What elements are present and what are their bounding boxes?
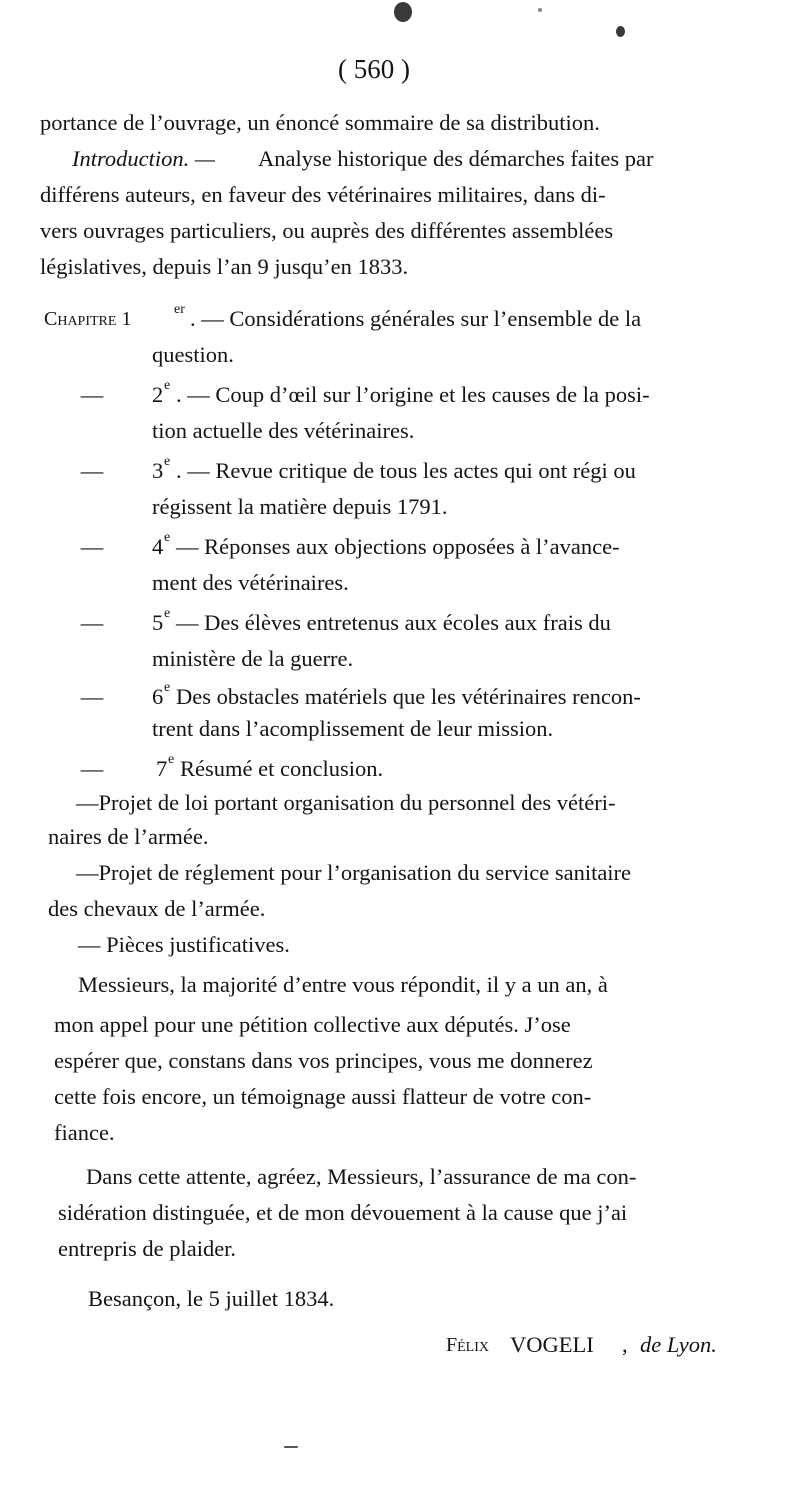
text-line: des chevaux de l’armée. — [48, 896, 266, 921]
text-line: ment des vétérinaires. — [152, 570, 349, 595]
project-entry: —Projet de loi portant organisation du personnel des vétéri- — [76, 790, 616, 815]
text-line: Dans cette attente, agréez, Messieurs, l’assurance de ma con- — [86, 1164, 637, 1189]
text-line: vers ouvrages particuliers, ou auprès des différentes assemblées — [40, 218, 614, 243]
chapter-entry: — 4 e — Réponses aux objections opposées à l’avance- — [0, 530, 800, 564]
project-entry: — Pièces justificatives. — [78, 932, 290, 957]
ditto-dash: — — [80, 756, 104, 781]
ink-speck — [284, 1446, 298, 1448]
ditto-dash: — — [80, 684, 104, 709]
text-line: entrepris de plaider. — [58, 1236, 237, 1261]
ditto-dash: — — [80, 458, 104, 483]
text-line: portance de l’ouvrage, un énoncé sommaire de sa distribution. — [40, 110, 600, 135]
project-entry: —Projet de réglement pour l’organisation du service sanitaire — [76, 860, 632, 885]
text-line: cette fois encore, un témoignage aussi flatteur de votre con- — [54, 1084, 592, 1109]
signature: Félix VOGELI , de Lyon. — [446, 1332, 717, 1357]
page-number: ( 560 ) — [338, 54, 410, 84]
text-line: espérer que, constans dans vos principes, vous me donnerez — [54, 1048, 593, 1073]
ink-speck — [616, 26, 625, 37]
date-line: Besançon, le 5 juillet 1834. — [88, 1286, 335, 1311]
chapter-entry: — 6 e Des obstacles matériels que les vétérinaires rencon- — [0, 680, 800, 714]
introduction-label: Introduction. — — [72, 146, 215, 171]
text-line: naires de l’armée. — [48, 824, 209, 849]
text-line: mon appel pour une pétition collective aux députés. J’ose — [54, 1012, 571, 1037]
text-line: sidération distinguée, et de mon dévouement à la cause que j’ai — [58, 1200, 628, 1225]
chapitre-label: Chapitre 1 — [44, 308, 132, 330]
text-line: Messieurs, la majorité d’entre vous répondit, il y a un an, à — [78, 972, 608, 997]
text-line: tion actuelle des vétérinaires. — [152, 418, 415, 443]
chapter-entry: Chapitre 1 er . — Considérations générales sur l’ensemble de la — [0, 302, 800, 336]
text-line: régissent la matière depuis 1791. — [152, 494, 448, 519]
text-line: trent dans l’acomplissement de leur mission. — [152, 716, 554, 741]
ditto-dash: — — [80, 610, 104, 635]
ink-speck — [538, 8, 542, 12]
text-line: Introduction. — Analyse historique des démarches faites par — [0, 142, 800, 176]
text-line: différens auteurs, en faveur des vétérinaires militaires, dans di- — [40, 182, 606, 207]
ditto-dash: — — [80, 382, 104, 407]
ditto-dash: — — [80, 534, 104, 559]
chapter-entry: — 3 e . — Revue critique de tous les actes qui ont régi ou — [0, 454, 800, 488]
text-line: législatives, depuis l’an 9 jusqu’en 1833. — [40, 254, 409, 279]
text-line: fiance. — [54, 1120, 115, 1145]
chapter-entry: — 2 e . — Coup d’œil sur l’origine et les causes de la posi- — [0, 378, 800, 412]
ink-blot — [394, 2, 412, 22]
chapter-entry: — 7 e Résumé et conclusion. — [0, 752, 800, 786]
chapter-entry: — 5 e — Des élèves entretenus aux écoles aux frais du — [0, 606, 800, 640]
text-line: ministère de la guerre. — [152, 646, 354, 671]
text-line: question. — [152, 342, 234, 367]
